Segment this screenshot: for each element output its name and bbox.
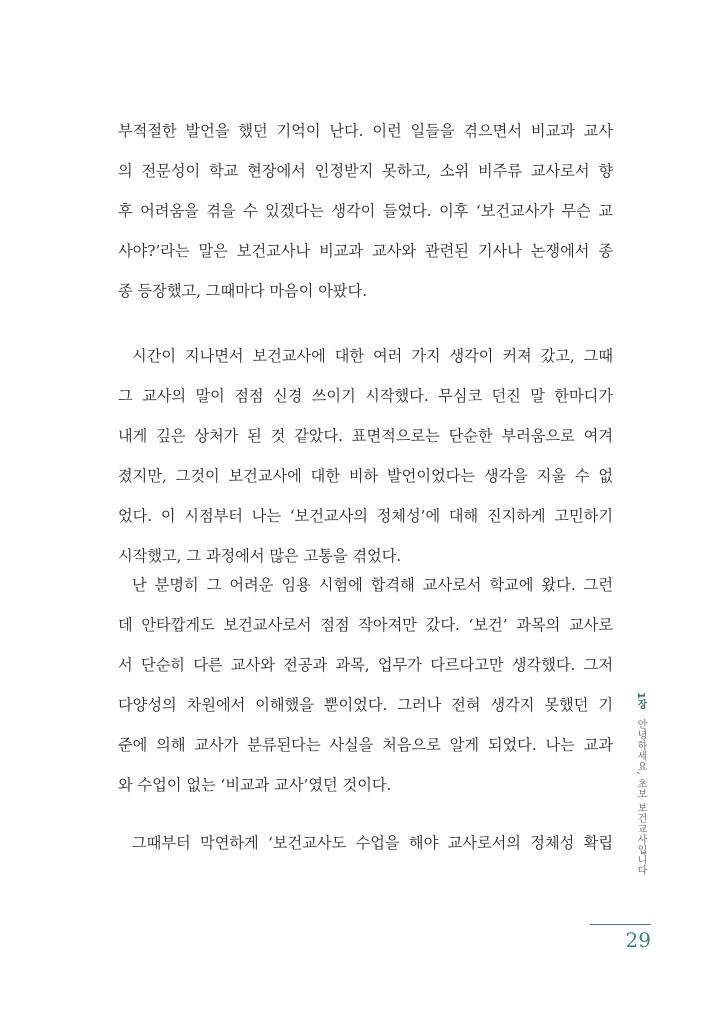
text-line: 의 전문성이 학교 현장에서 인정받지 못하고, 소위 비주류 교사로서 향 (118, 162, 613, 180)
text-line: 시간이 지나면서 보건교사에 대한 여러 가지 생각이 커져 갔고, 그때 (132, 347, 613, 365)
paragraph-2 (118, 336, 613, 576)
text-line: 다양성의 차원에서 이해했을 뿐이었다. 그러나 전혀 생각지 못했던 기 (118, 696, 613, 714)
text-line: 데 안타깝게도 보건교사로서 점점 작아져만 갔다. ‘보건’ 과목의 교사로 (118, 616, 613, 634)
text-line: 서 단순히 다른 교사와 전공과 과목, 업무가 다르다고만 생각했다. 그저 (118, 656, 613, 674)
text-line: 내게 깊은 상처가 된 것 같았다. 표면적으로는 단순한 부러움으로 여겨 (118, 427, 613, 445)
page-number-rule (590, 924, 651, 925)
text-line: 시작했고, 그 과정에서 많은 고통을 겪었다. (118, 547, 402, 565)
text-line: 졌지만, 그것이 보건교사에 대한 비하 발언이었다는 생각을 지울 수 없 (118, 467, 613, 485)
text-line: 와 수업이 없는 ‘비교과 교사’였던 것이다. (118, 776, 392, 794)
text-line: 사야?’라는 말은 보건교사나 비교과 교사와 관련된 기사나 논쟁에서 종 (118, 242, 613, 260)
text-line: 부적절한 발언을 했던 기억이 난다. 이런 일들을 겪으면서 비교과 교사 (118, 122, 613, 140)
text-line: 난 분명히 그 어려운 임용 시험에 합격해 교사로서 학교에 왔다. 그런 (132, 576, 613, 594)
text-line: 종 등장했고, 그때마다 마음이 아팠다. (118, 282, 368, 300)
chapter-label: 1장 (635, 692, 646, 710)
text-line: 었다. 이 시점부터 나는 ‘보건교사의 정체성’에 대해 진지하게 고민하기 (118, 507, 613, 525)
paragraph-1 (118, 111, 613, 311)
page-number: 29 (625, 928, 651, 952)
text-line: 그 교사의 말이 점점 신경 쓰이기 시작했다. 무심코 던진 말 한마디가 (118, 387, 613, 405)
text-line: 후 어려움을 겪을 수 있겠다는 생각이 들었다. 이후 ‘보건교사가 무슨 교 (118, 202, 613, 220)
running-header (633, 692, 648, 876)
paragraph-3 (118, 565, 613, 805)
text-line: 그때부터 막연하게 ‘보건교사도 수업을 해야 교사로서의 정체성 확립 (132, 834, 613, 852)
text-line: 준에 의해 교사가 분류된다는 사실을 처음으로 알게 되었다. 나는 교과 (118, 736, 613, 754)
chapter-title: 안녕하세요, 초보 보건교사입니다 (635, 719, 646, 876)
paragraph-4 (118, 823, 613, 863)
